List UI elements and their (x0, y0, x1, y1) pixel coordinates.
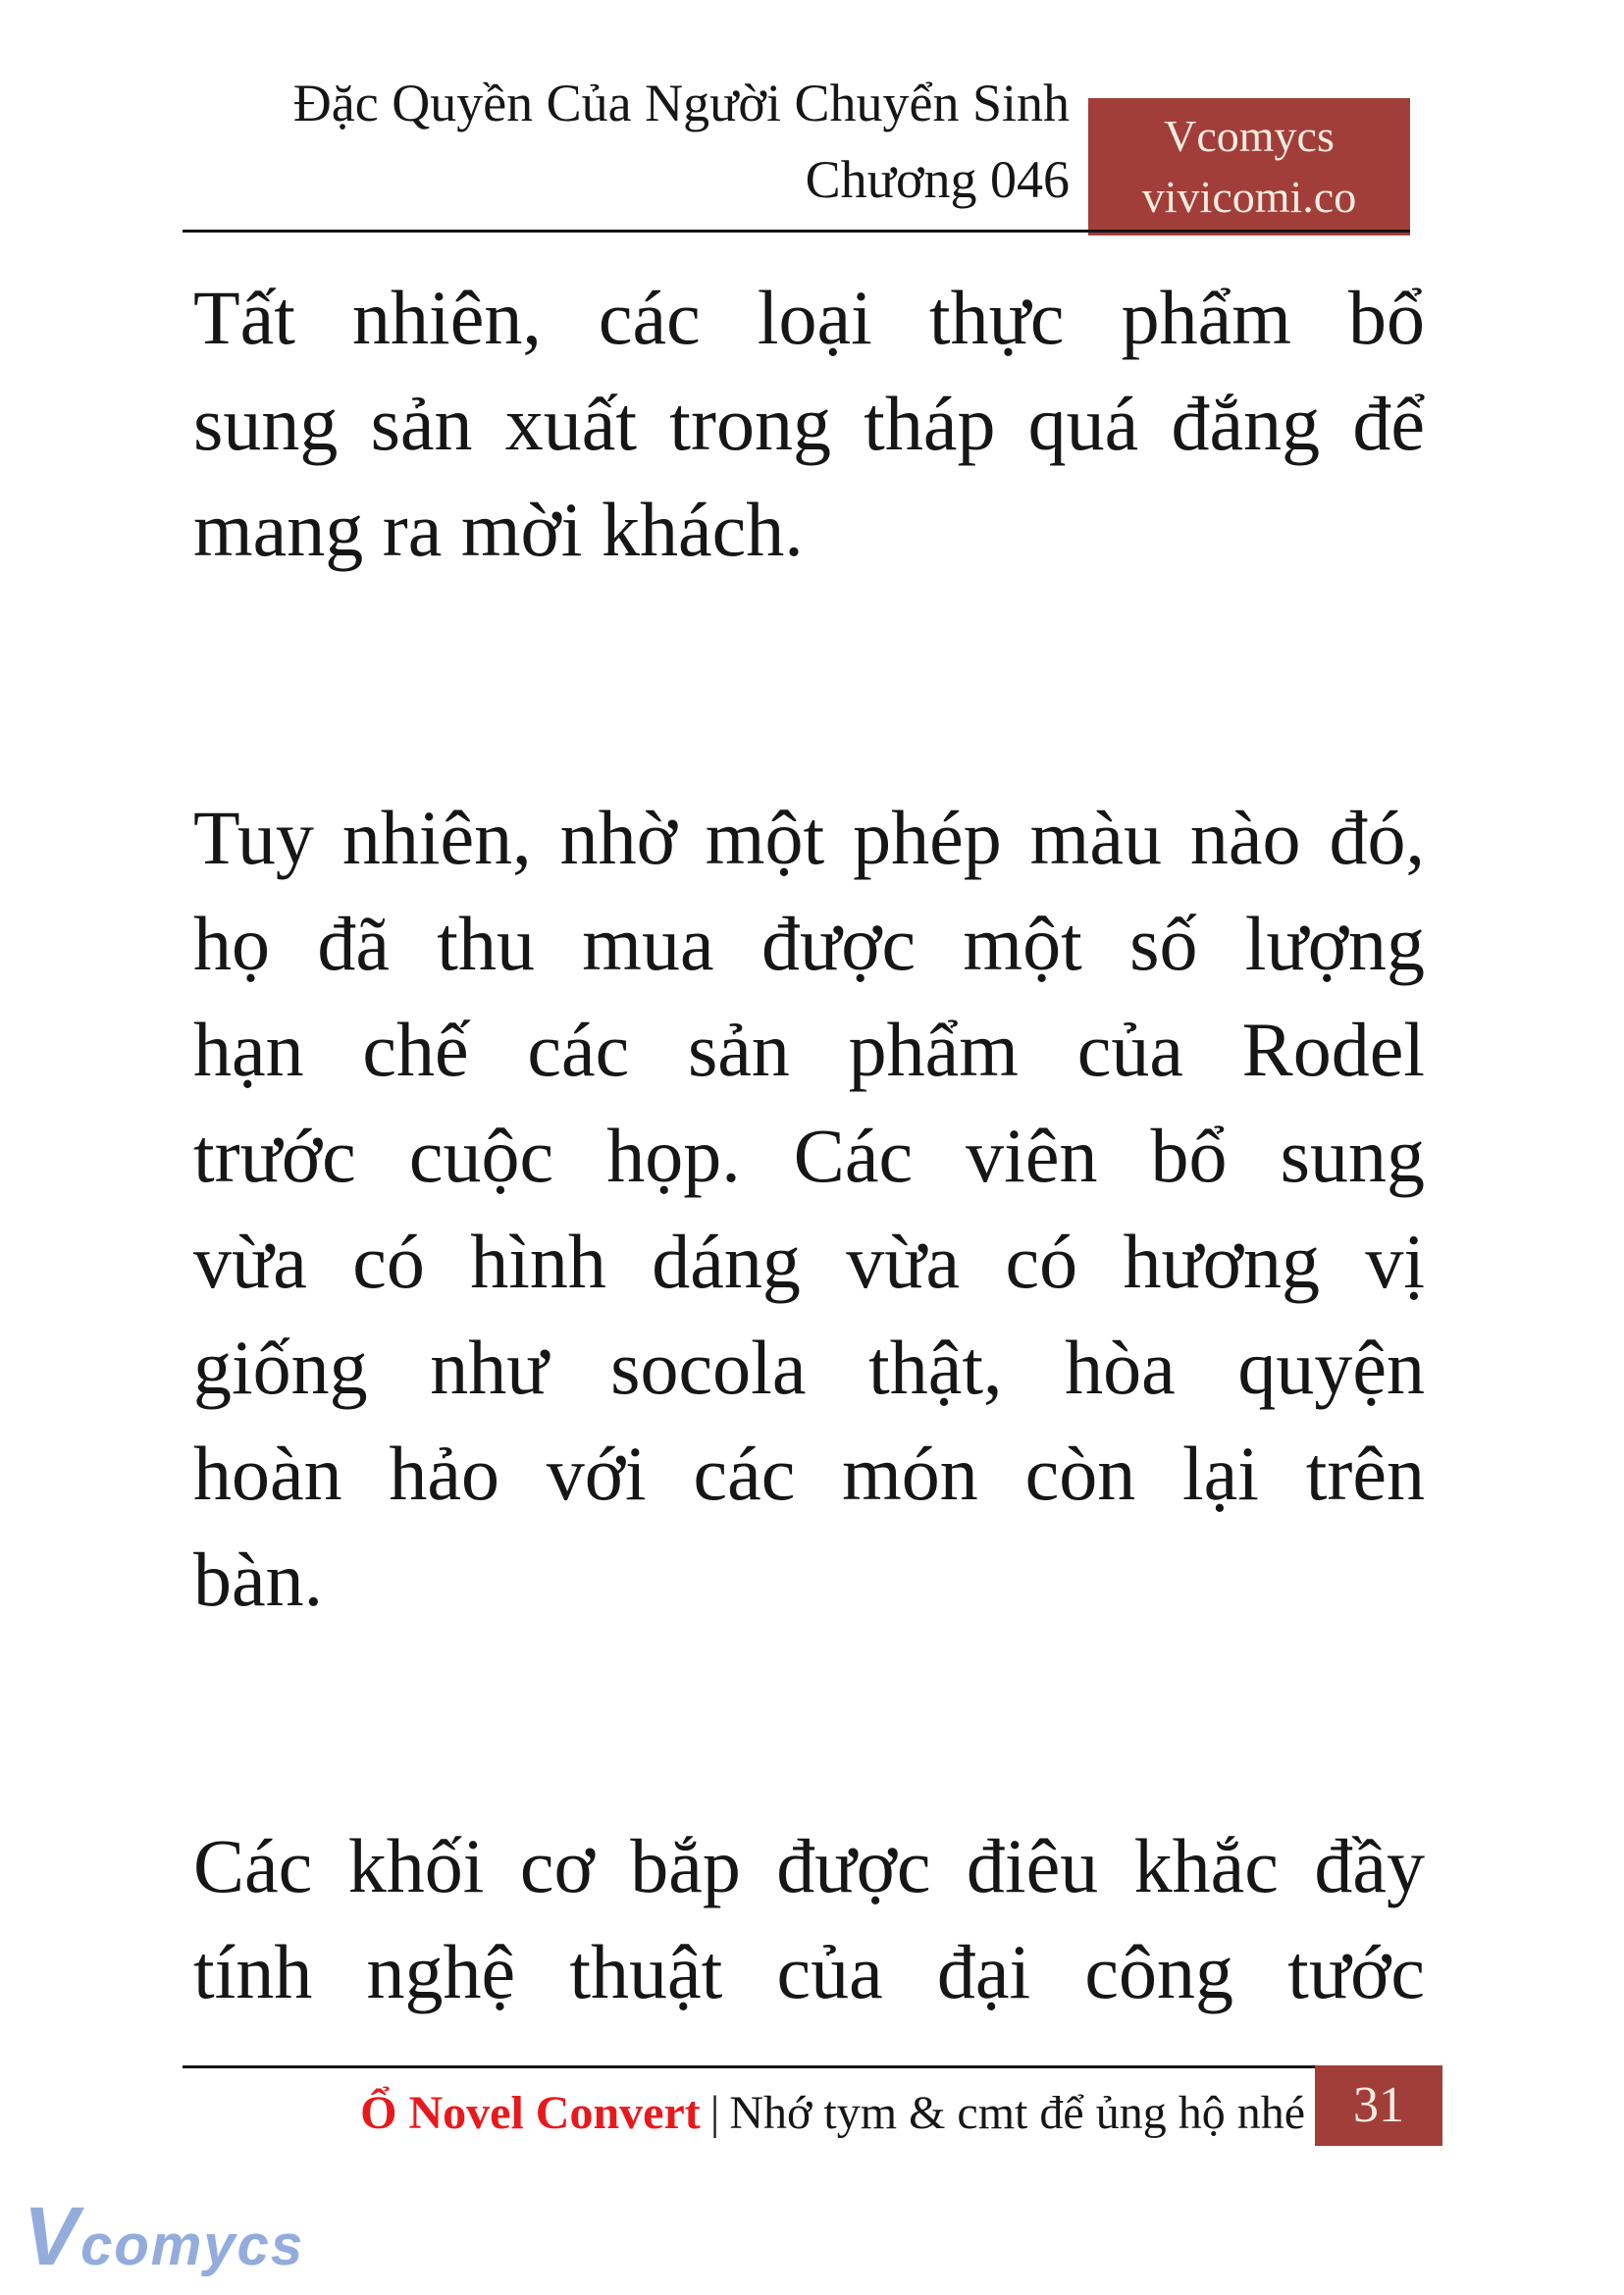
page-number: 31 (1353, 2077, 1404, 2133)
body-line: vừa có hình dáng vừa có hương vị (193, 1219, 1425, 1304)
footer-brand: Ổ Novel Convert (360, 2087, 701, 2139)
paragraph (193, 265, 1425, 583)
header-divider (183, 230, 1410, 233)
footer (183, 2078, 1305, 2149)
body-line: trước cuộc họp. Các viên bổ sung (193, 1113, 1425, 1198)
watermark-logo: Vcomycs (24, 2190, 305, 2282)
body-line: hoàn hảo với các món còn lại trên (193, 1431, 1425, 1516)
badge-site-name: Vcomycs (1164, 111, 1335, 161)
footer-divider (183, 2065, 1315, 2068)
footer-message: Nhớ tym & cmt để ủng hộ nhé (729, 2087, 1305, 2139)
paragraph (193, 1813, 1425, 2025)
body-line: họ đã thu mua được một số lượng (193, 901, 1425, 986)
paragraph (193, 785, 1425, 1633)
page-title: Đặc Quyền Của Người Chuyển Sinh (292, 74, 1070, 132)
body-line: tính nghệ thuật của đại công tước (193, 1929, 1425, 2014)
body-line: mang ra mời khách. (193, 487, 804, 572)
body-line: Tất nhiên, các loại thực phẩm bổ (193, 275, 1425, 360)
body-line: bàn. (193, 1537, 324, 1622)
badge-site-url: vivicomi.co (1141, 172, 1357, 222)
body-line: hạn chế các sản phẩm của Rodel (193, 1007, 1425, 1092)
body-line: Tuy nhiên, nhờ một phép màu nào đó, (193, 795, 1425, 880)
page-number-badge (1315, 2065, 1442, 2146)
chapter-label: Chương 046 (805, 150, 1070, 209)
body-line: giống như socola thật, hòa quyện (193, 1325, 1425, 1410)
body-line: sung sản xuất trong tháp quá đắng để (193, 381, 1425, 466)
site-badge (1088, 98, 1410, 235)
body-line: Các khối cơ bắp được điêu khắc đầy (193, 1823, 1425, 1908)
footer-separator: | (709, 2087, 720, 2139)
header (183, 65, 1070, 218)
body-text (193, 235, 1425, 2025)
